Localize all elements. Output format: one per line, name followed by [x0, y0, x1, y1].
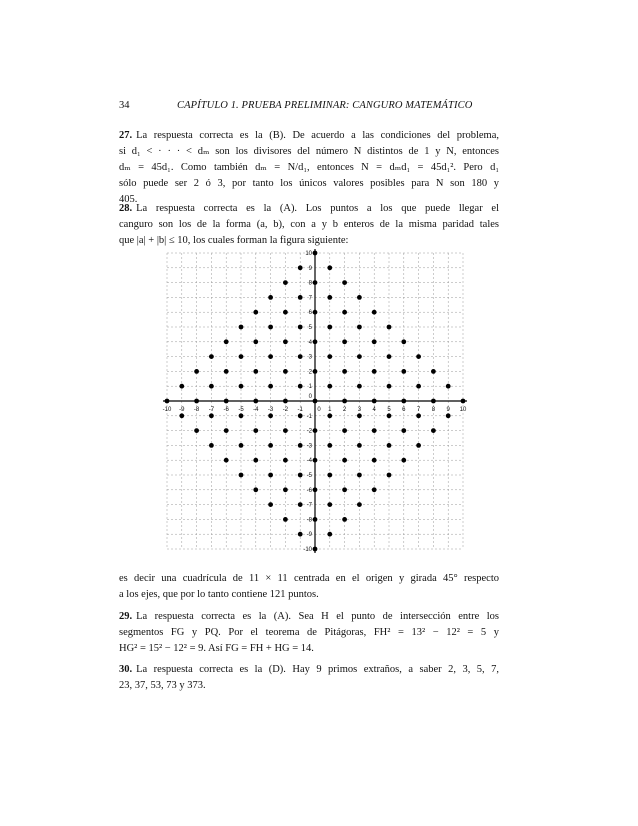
lattice-point: [357, 502, 362, 507]
lattice-point: [298, 413, 303, 418]
lattice-point: [357, 443, 362, 448]
lattice-point: [209, 354, 214, 359]
lattice-point: [268, 325, 273, 330]
x-tick-label: 4: [372, 407, 376, 413]
lattice-point: [298, 502, 303, 507]
lattice-point: [283, 487, 288, 492]
problem-number: 28.: [119, 203, 133, 214]
lattice-point: [357, 473, 362, 478]
problem-28: [119, 201, 499, 249]
lattice-point: [401, 428, 406, 433]
lattice-point: [268, 443, 273, 448]
lattice-point: [194, 428, 199, 433]
lattice-point: [357, 325, 362, 330]
x-tick-label: 3: [357, 407, 362, 413]
lattice-point: [327, 473, 332, 478]
problem-line: La respuesta correcta es la (B). De acuerdo a las condiciones del problema,: [136, 130, 499, 141]
lattice-point: [313, 428, 318, 433]
lattice-point: [298, 443, 303, 448]
lattice-point: [416, 413, 421, 418]
y-tick-label: 6: [308, 310, 312, 317]
x-tick-label: -4: [253, 407, 259, 413]
lattice-point: [283, 280, 288, 285]
lattice-point: [194, 399, 199, 404]
lattice-point: [298, 325, 303, 330]
problem-line: dₘ = 45d₁. Como también dₘ = N/d₁, entonces N = dₘd₁ = 45d₁². Pero d₁: [119, 162, 499, 173]
lattice-point: [342, 428, 347, 433]
lattice-point: [298, 473, 303, 478]
problem-line: a los ejes, que por lo tanto contiene 121 puntos.: [119, 589, 319, 600]
x-tick-label: -3: [267, 407, 274, 413]
lattice-point: [253, 310, 258, 315]
y-tick-label: -1: [306, 413, 312, 420]
lattice-point: [224, 339, 229, 344]
y-tick-label: 3: [308, 354, 312, 361]
y-tick-label: -6: [306, 487, 312, 494]
lattice-point: [387, 325, 392, 330]
lattice-point: [313, 399, 318, 404]
lattice-point: [283, 399, 288, 404]
y-tick-label: -9: [306, 532, 312, 539]
lattice-point: [253, 487, 258, 492]
lattice-point: [327, 325, 332, 330]
lattice-point: [372, 339, 377, 344]
problem-line: sólo puede ser 2 ó 3, por tanto los únicos valores posibles para N son 180 y: [119, 178, 499, 189]
lattice-point: [253, 339, 258, 344]
lattice-point: [313, 487, 318, 492]
lattice-point: [239, 354, 244, 359]
lattice-point: [224, 399, 229, 404]
lattice-point: [327, 354, 332, 359]
problem-line: HG² = 15² − 12² = 9. Así FG = FH + HG = 14.: [119, 643, 314, 654]
lattice-point: [342, 280, 347, 285]
chapter-title: CAPÍTULO 1. PRUEBA PRELIMINAR: CANGURO MATEMÁTICO: [177, 100, 473, 111]
lattice-point: [224, 369, 229, 374]
y-tick-label: 9: [308, 265, 312, 272]
x-tick-label: -2: [282, 407, 289, 413]
problem-30: [119, 662, 499, 694]
lattice-point: [416, 354, 421, 359]
y-tick-label: 1: [308, 384, 312, 391]
lattice-point: [253, 428, 258, 433]
y-tick-label: 10: [305, 251, 312, 257]
lattice-point: [283, 339, 288, 344]
lattice-point: [298, 295, 303, 300]
problem-number: 30.: [119, 664, 133, 675]
lattice-point: [179, 384, 184, 389]
lattice-point: [239, 443, 244, 448]
x-tick-label: -8: [193, 407, 200, 413]
x-tick-label: 8: [431, 407, 436, 413]
lattice-point: [342, 399, 347, 404]
lattice-point: [313, 458, 318, 463]
lattice-point: [372, 487, 377, 492]
lattice-point: [298, 384, 303, 389]
x-tick-label: 9: [446, 407, 450, 413]
lattice-point: [298, 354, 303, 359]
x-tick-label: 2: [342, 407, 347, 413]
lattice-point: [268, 502, 273, 507]
lattice-point: [387, 443, 392, 448]
lattice-point: [342, 487, 347, 492]
lattice-point: [342, 369, 347, 374]
problem-number: 29.: [119, 611, 133, 622]
lattice-point: [327, 384, 332, 389]
lattice-point: [313, 517, 318, 522]
y-tick-label: -7: [306, 502, 312, 509]
lattice-point: [327, 502, 332, 507]
lattice-point: [342, 339, 347, 344]
lattice-point: [372, 369, 377, 374]
lattice-point: [357, 384, 362, 389]
problem-line: 405.: [119, 194, 138, 205]
lattice-point: [313, 547, 318, 552]
problem-number: 27.: [119, 130, 133, 141]
lattice-point: [268, 413, 273, 418]
lattice-point: [283, 517, 288, 522]
lattice-point: [431, 399, 436, 404]
y-tick-label: 2: [308, 369, 312, 376]
lattice-point: [387, 384, 392, 389]
lattice-point: [401, 458, 406, 463]
y-tick-label: -2: [306, 428, 312, 435]
lattice-point: [372, 310, 377, 315]
lattice-point: [253, 399, 258, 404]
lattice-point: [327, 265, 332, 270]
x-tick-label: -6: [223, 407, 229, 413]
problem-line: La respuesta correcta es la (A). Los puntos a los que puede llegar el: [136, 203, 499, 214]
problem-line: si d₁ < · · · < dₘ son los divisores del número N distintos de 1 y N, entonces: [119, 146, 499, 157]
x-tick-label: -5: [238, 407, 244, 413]
lattice-point: [239, 384, 244, 389]
lattice-point: [372, 428, 377, 433]
lattice-point: [298, 532, 303, 537]
lattice-point: [327, 295, 332, 300]
lattice-point: [313, 369, 318, 374]
y-tick-label: -4: [306, 458, 312, 465]
y-tick-label: -8: [306, 517, 312, 524]
lattice-point: [387, 413, 392, 418]
lattice-point: [401, 399, 406, 404]
lattice-point: [313, 280, 318, 285]
problem-line: es decir una cuadrícula de 11 × 11 centrada en el origen y girada 45° respecto: [119, 573, 499, 584]
lattice-point: [372, 399, 377, 404]
x-tick-label: -1: [297, 407, 303, 413]
lattice-figure: [155, 243, 485, 557]
problem-line: canguro son los de la forma (a, b), con a y b enteros de la misma paridad tales: [119, 219, 499, 230]
problem-line: que |a| + |b| ≤ 10, los cuales forman la figura siguiente:: [119, 235, 349, 246]
lattice-point: [224, 458, 229, 463]
x-tick-label: -9: [179, 407, 185, 413]
lattice-point: [431, 369, 436, 374]
lattice-point: [446, 413, 451, 418]
lattice-point: [342, 310, 347, 315]
lattice-point: [209, 384, 214, 389]
lattice-point: [446, 384, 451, 389]
lattice-point: [253, 369, 258, 374]
problem-line: segmentos FG y PQ. Por el teorema de Pitágoras, FH² = 13² − 12² = 5 y: [119, 627, 499, 638]
y-tick-label: 0: [308, 394, 312, 400]
y-tick-label: -3: [306, 443, 312, 450]
lattice-point: [342, 517, 347, 522]
lattice-point: [239, 413, 244, 418]
x-tick-label: 10: [459, 407, 467, 413]
lattice-point: [357, 295, 362, 300]
problem-line: 23, 37, 53, 73 y 373.: [119, 680, 206, 691]
x-tick-label: 7: [416, 407, 421, 413]
lattice-point: [342, 458, 347, 463]
lattice-point: [313, 310, 318, 315]
y-tick-label: 8: [308, 280, 312, 287]
lattice-point: [401, 369, 406, 374]
lattice-point: [194, 369, 199, 374]
problem-line: La respuesta correcta es la (A). Sea H el punto de intersección entre los: [136, 611, 499, 622]
lattice-point: [209, 413, 214, 418]
lattice-point: [401, 339, 406, 344]
lattice-point: [268, 384, 273, 389]
lattice-point: [387, 473, 392, 478]
y-tick-label: 7: [308, 295, 312, 302]
lattice-point: [179, 413, 184, 418]
x-tick-label: 1: [328, 407, 332, 413]
problem-28-continuation: [119, 571, 499, 603]
lattice-point: [327, 532, 332, 537]
lattice-point: [283, 310, 288, 315]
lattice-point: [357, 413, 362, 418]
lattice-point: [327, 443, 332, 448]
y-tick-label: 4: [308, 339, 312, 346]
problem-29: [119, 609, 499, 657]
lattice-point: [268, 295, 273, 300]
lattice-point: [283, 428, 288, 433]
lattice-point: [239, 473, 244, 478]
page-number: 34: [119, 100, 130, 111]
lattice-point: [283, 369, 288, 374]
y-tick-label: 5: [308, 325, 312, 331]
lattice-point: [253, 458, 258, 463]
lattice-point: [165, 399, 170, 404]
x-tick-label: -7: [208, 407, 215, 413]
lattice-point: [268, 473, 273, 478]
x-tick-label: 6: [402, 407, 406, 413]
x-tick-label: 0: [317, 407, 321, 413]
lattice-point: [416, 384, 421, 389]
lattice-point: [313, 251, 318, 256]
x-tick-label: 5: [387, 407, 391, 413]
lattice-point: [268, 354, 273, 359]
lattice-point: [209, 443, 214, 448]
x-tick-label: -10: [162, 407, 172, 413]
problem-27: [119, 128, 499, 208]
lattice-point: [313, 339, 318, 344]
y-tick-label: -10: [303, 547, 312, 553]
y-tick-label: -5: [306, 473, 312, 479]
lattice-point: [431, 428, 436, 433]
lattice-point: [416, 443, 421, 448]
lattice-point: [283, 458, 288, 463]
lattice-point: [372, 458, 377, 463]
problem-line: La respuesta correcta es la (D). Hay 9 primos extraños, a saber 2, 3, 5, 7,: [136, 664, 499, 675]
lattice-point: [239, 325, 244, 330]
lattice-point: [224, 428, 229, 433]
lattice-point: [327, 413, 332, 418]
lattice-point: [298, 265, 303, 270]
lattice-point: [387, 354, 392, 359]
lattice-point: [461, 399, 466, 404]
lattice-chart: [155, 243, 485, 557]
lattice-point: [357, 354, 362, 359]
